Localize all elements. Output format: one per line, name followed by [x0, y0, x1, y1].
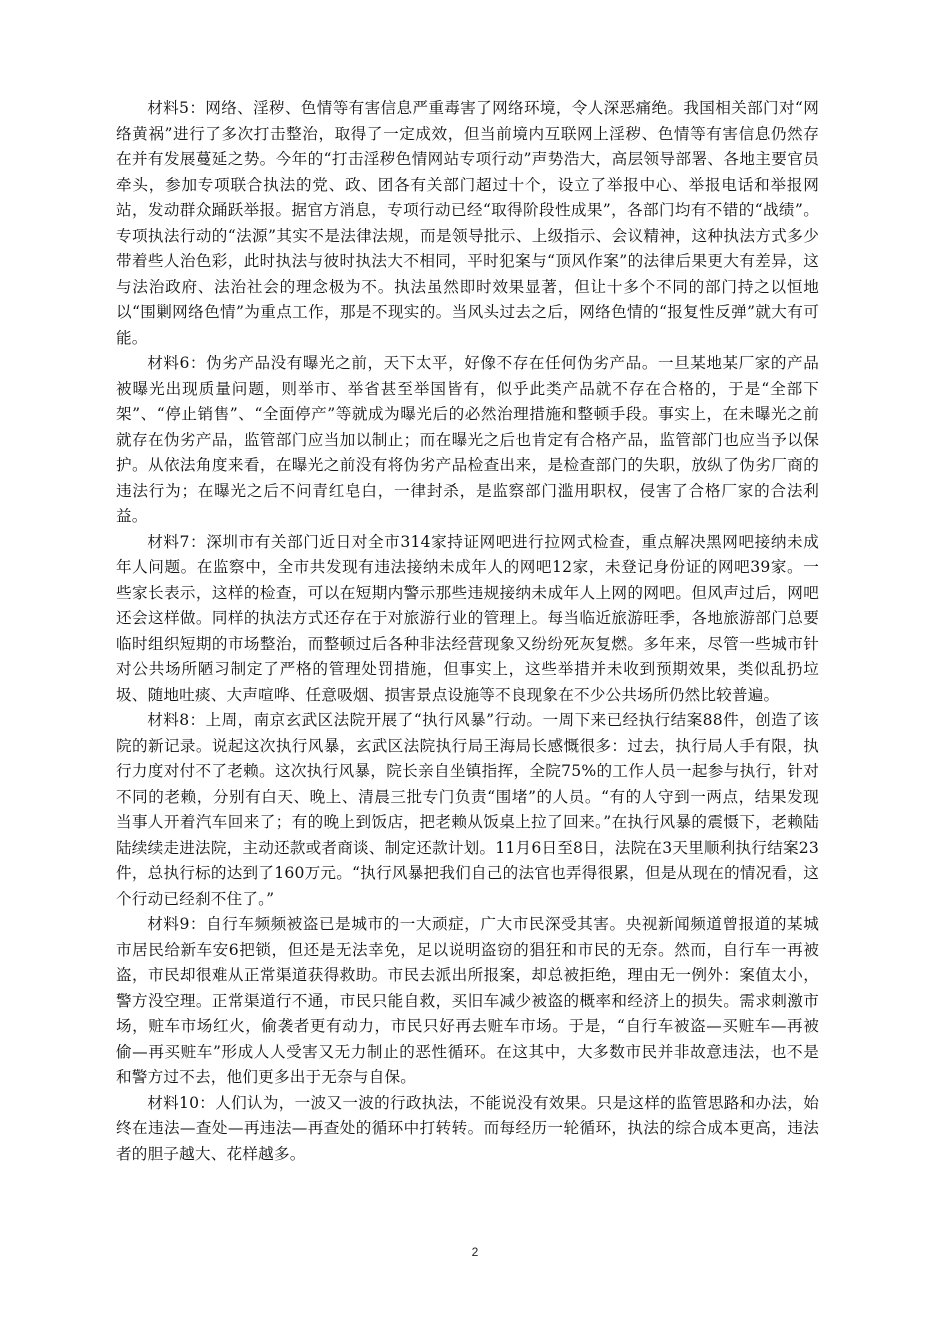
paragraph-material-5: 材料5：网络、淫秽、色情等有害信息严重毒害了网络环境，令人深恶痛绝。我国相关部门对“网络黄祸”进行了多次打击整治，取得了一定成效，但当前境内互联网上淫秽、色情等有害信息仍然存在并有发展蔓延之势。今年的“打击淫秽色情网站专项行动”声势浩大，高层领导部署、各地主要官员牵头，参加专项联合执法的党、政、团各有关部门超过十个，设立了举报中心、举报电话和举报网站，发动群众踊跃举报。据官方消息，专项行动已经“取得阶段性成果”，各部门均有不错的“战绩”。专项执法行动的“法源”其实不是法律法规，而是领导批示、上级指示、会议精神，这种执法方式多少带着些人治色彩，此时执法与彼时执法大不相同，平时犯案与“顶风作案”的法律后果更大有差异，这与法治政府、法治社会的理念极为不。执法虽然即时效果显著，但让十多个不同的部门持之以恒地以“围剿网络色情”为重点工作，那是不现实的。当风头过去之后，网络色情的“报复性反弹”就大有可能。 [116, 99, 819, 347]
document-body [116, 96, 819, 1167]
paragraph-material-9: 材料9：自行车频频被盗已是城市的一大顽症，广大市民深受其害。央视新闻频道曾报道的某城市居民给新车安6把锁，但还是无法幸免，足以说明盗窃的猖狂和市民的无奈。然而，自行车一再被盗，市民却很难从正常渠道获得救助。市民去派出所报案，却总被拒绝，理由无一例外：案值太小，警方没空理。正常渠道行不通，市民只能自救，买旧车减少被盗的概率和经济上的损失。需求刺激市场，赃车市场红火，偷袭者更有动力，市民只好再去赃车市场。于是，“自行车被盗—买赃车—再被偷—再买赃车”形成人人受害又无力制止的恶性循环。在这其中，大多数市民并非故意违法，也不是和警方过不去，他们更多出于无奈与自保。 [116, 915, 819, 1086]
paragraph-material-8: 材料8：上周，南京玄武区法院开展了“执行风暴”行动。一周下来已经执行结案88件，创造了该院的新记录。说起这次执行风暴，玄武区法院执行局王海局长感慨很多：过去，执行局人手有限，执行力度对付不了老赖。这次执行风暴，院长亲自坐镇指挥，全院75%的工作人员一起参与执行，针对不同的老赖，分别有白天、晚上、清晨三批专门负责“围堵”的人员。“有的人守到一两点，结果发现当事人开着汽车回来了；有的晚上到饭店，把老赖从饭桌上拉了回来。”在执行风暴的震慑下，老赖陆陆续续走进法院，主动还款或者商谈、制定还款计划。11月6日至8日，法院在3天里顺利执行结案23件，总执行标的达到了160万元。“执行风暴把我们自己的法官也弄得很累，但是从现在的情况看，这个行动已经刹不住了。” [116, 711, 819, 908]
paragraph-material-10: 材料10：人们认为，一波又一波的行政执法，不能说没有效果。只是这样的监管思路和办法，始终在违法—查处—再违法—再查处的循环中打转转。而每经历一轮循环，执法的综合成本更高，违法者的胆子越大、花样越多。 [116, 1093, 819, 1163]
paragraph-material-6: 材料6：伪劣产品没有曝光之前，天下太平，好像不存在任何伪劣产品。一旦某地某厂家的产品被曝光出现质量问题，则举市、举省甚至举国皆有，似乎此类产品就不存在合格的，于是“全部下架”、“停止销售”、“全面停产”等就成为曝光后的必然治理措施和整顿手段。事实上，在未曝光之前就存在伪劣产品，监管部门应当加以制止；而在曝光之后也肯定有合格产品，监管部门也应当予以保护。从依法角度来看，在曝光之前没有将伪劣产品检查出来，是检查部门的失职，放纵了伪劣厂商的违法行为；在曝光之后不问青红皂白，一律封杀，是监察部门滥用职权，侵害了合格厂家的合法利益。 [116, 354, 819, 525]
page-number: 2 [471, 1245, 479, 1259]
paragraph-material-7: 材料7：深圳市有关部门近日对全市314家持证网吧进行拉网式检查，重点解决黑网吧接纳未成年人问题。在监察中，全市共发现有违法接纳未成年人的网吧12家，未登记身份证的网吧39家。一些家长表示，这样的检查，可以在短期内警示那些违规接纳未成年人上网的网吧。但风声过后，网吧还会这样做。同样的执法方式还存在于对旅游行业的管理上。每当临近旅游旺季，各地旅游部门总要临时组织短期的市场整治，而整顿过后各种非法经营现象又纷纷死灰复燃。多年来，尽管一些城市针对公共场所陋习制定了严格的管理处罚措施，但事实上，这些举措并未收到预期效果，类似乱扔垃圾、随地吐痰、大声喧哗、任意吸烟、损害景点设施等不良现象在不少公共场所仍然比较普遍。 [116, 532, 819, 704]
